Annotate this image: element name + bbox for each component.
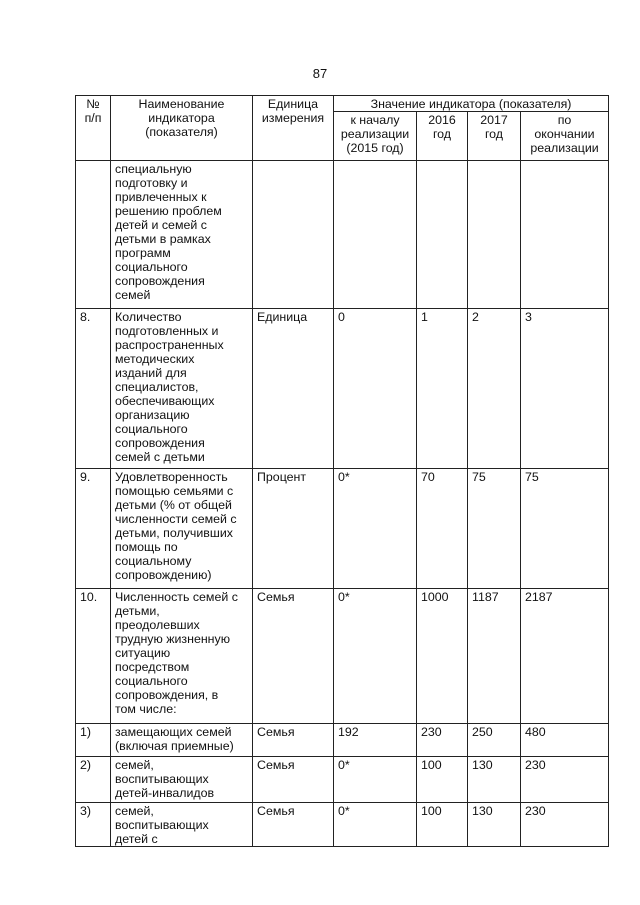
row-end: 3 [521, 309, 609, 469]
row-name: семей, воспитывающих детей с [111, 803, 253, 847]
row-name: семей, воспитывающих детей-инвалидов [111, 757, 253, 803]
row-unit: Семья [253, 803, 334, 847]
row-name: специальную подготовку и привлеченных к решению проблем детей и семей с детьми в рамках программ социального сопровождения семей [111, 161, 253, 309]
row-2017: 130 [468, 757, 521, 803]
row-unit [253, 161, 334, 309]
row-start: 0* [334, 589, 417, 724]
page-number: 87 [312, 66, 328, 81]
header-row [76, 96, 609, 112]
row-2017: 1187 [468, 589, 521, 724]
row-unit: Единица [253, 309, 334, 469]
row-end: 2187 [521, 589, 609, 724]
row-2017: 75 [468, 469, 521, 589]
row-2016: 1000 [417, 589, 468, 724]
table-row [76, 161, 609, 309]
row-num [76, 161, 111, 309]
row-2017: 130 [468, 803, 521, 847]
row-start [334, 161, 417, 309]
row-name: замещающих семей (включая приемные) [111, 724, 253, 757]
header-name: Наименование индикатора (показателя) [111, 96, 253, 161]
table-row [76, 724, 609, 757]
row-2016: 100 [417, 757, 468, 803]
row-num: 3) [76, 803, 111, 847]
row-num: 9. [76, 469, 111, 589]
row-2017 [468, 161, 521, 309]
row-end: 480 [521, 724, 609, 757]
table-row [76, 589, 609, 724]
row-2017: 2 [468, 309, 521, 469]
row-end [521, 161, 609, 309]
header-end: по окончании реализации [521, 112, 609, 161]
row-unit: Семья [253, 757, 334, 803]
row-end: 230 [521, 757, 609, 803]
header-2017: 2017 год [468, 112, 521, 161]
header-num: № п/п [76, 96, 111, 161]
table-row [76, 469, 609, 589]
row-start: 0 [334, 309, 417, 469]
row-name: Количество подготовленных и распространенных методических изданий для специалистов, обеспечивающих организацию социального сопровождения семей с детьми [111, 309, 253, 469]
row-2017: 250 [468, 724, 521, 757]
row-num: 8. [76, 309, 111, 469]
row-start: 0* [334, 757, 417, 803]
row-unit: Семья [253, 589, 334, 724]
row-name: Удовлетворенность помощью семьями с детьми (% от общей численности семей с детьми, получивших помощь по социальному сопровождению) [111, 469, 253, 589]
header-start: к началу реализации (2015 год) [334, 112, 417, 161]
header-values-group: Значение индикатора (показателя) [334, 96, 609, 112]
row-num: 2) [76, 757, 111, 803]
row-2016: 100 [417, 803, 468, 847]
row-name: Численность семей с детьми, преодолевших трудную жизненную ситуацию посредством социального сопровождения, в том числе: [111, 589, 253, 724]
row-num: 1) [76, 724, 111, 757]
table-row [76, 803, 609, 847]
header-unit: Единица измерения [253, 96, 334, 161]
row-2016: 230 [417, 724, 468, 757]
header-2016: 2016 год [417, 112, 468, 161]
table-row [76, 309, 609, 469]
row-num: 10. [76, 589, 111, 724]
row-2016: 70 [417, 469, 468, 589]
row-unit: Процент [253, 469, 334, 589]
row-end: 230 [521, 803, 609, 847]
row-unit: Семья [253, 724, 334, 757]
row-2016: 1 [417, 309, 468, 469]
row-end: 75 [521, 469, 609, 589]
row-2016 [417, 161, 468, 309]
indicators-table [75, 95, 609, 847]
row-start: 0* [334, 469, 417, 589]
row-start: 0* [334, 803, 417, 847]
table-row [76, 757, 609, 803]
row-start: 192 [334, 724, 417, 757]
